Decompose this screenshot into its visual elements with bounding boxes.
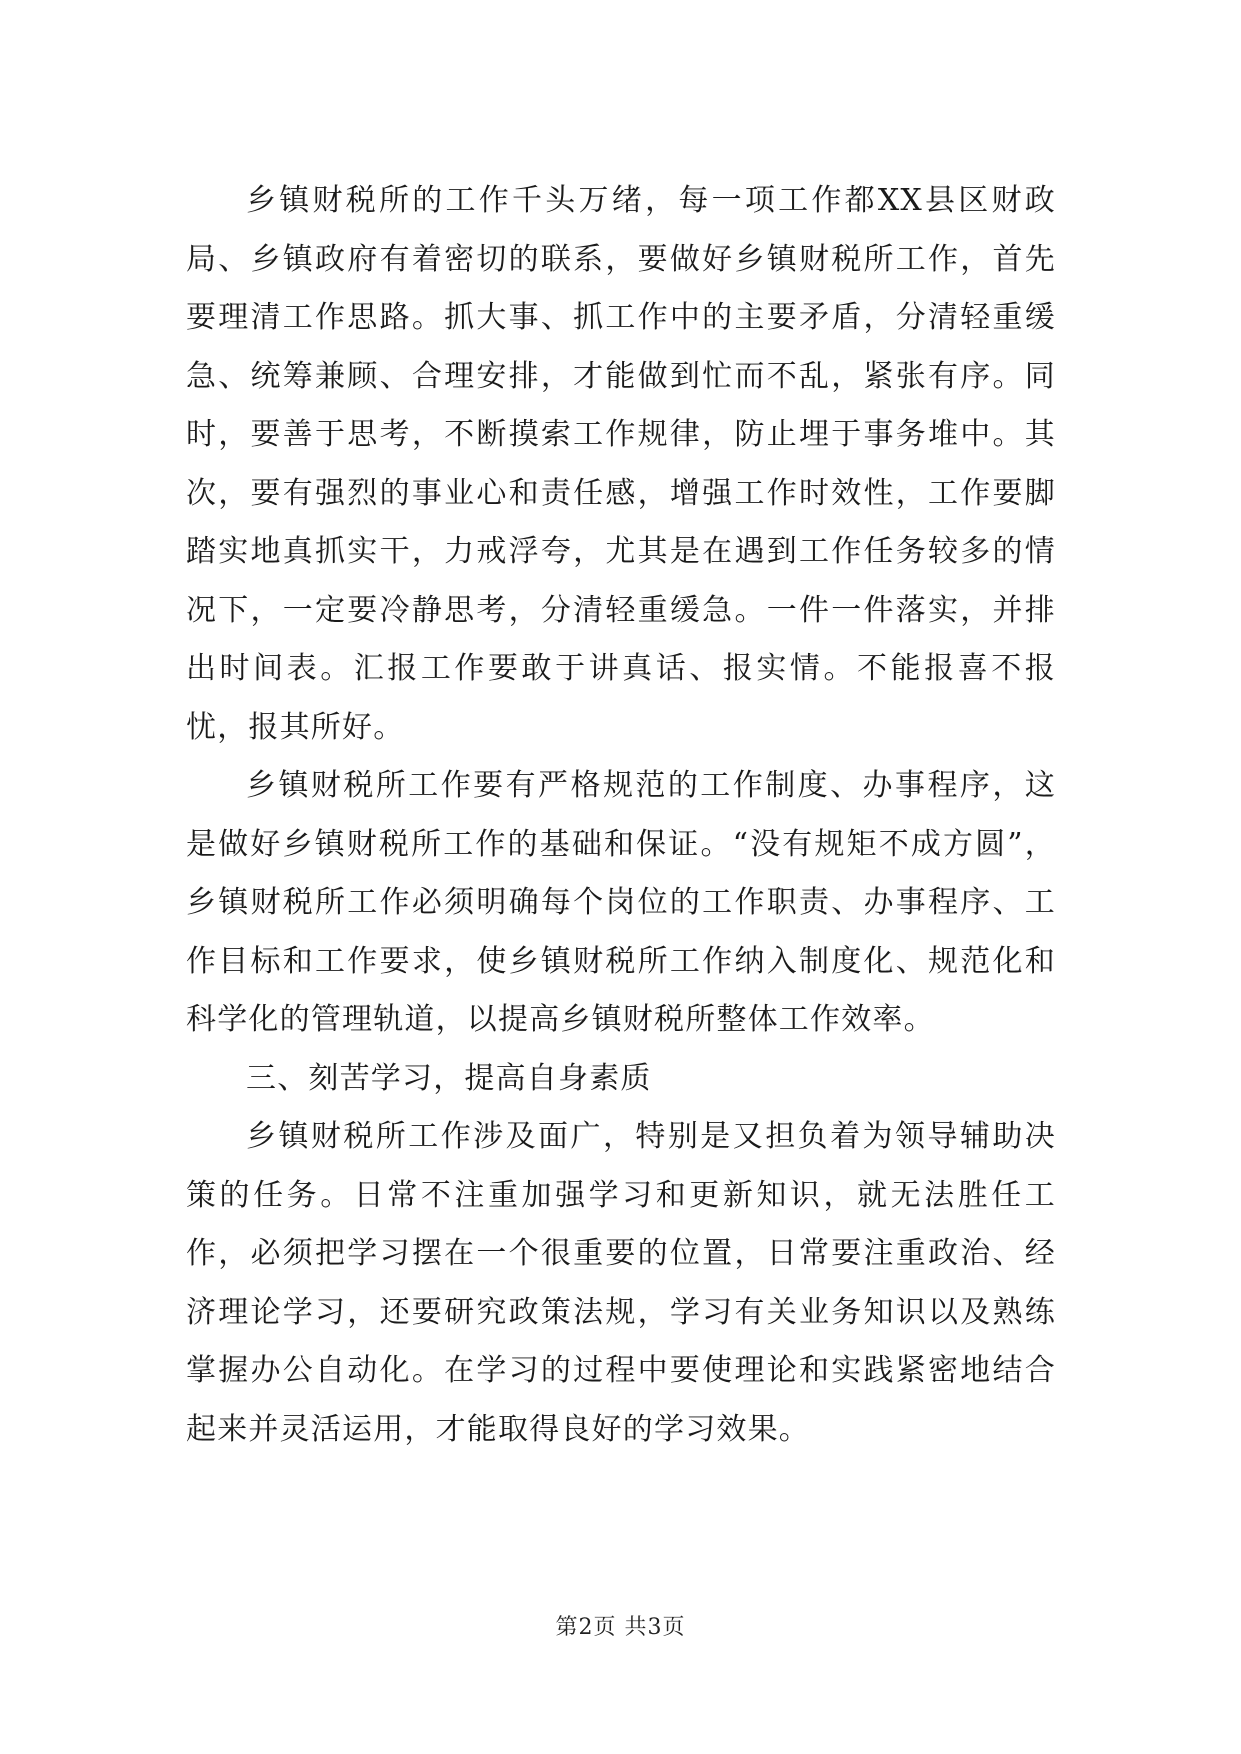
section-heading: 三、刻苦学习，提高自身素质 bbox=[246, 1060, 652, 1096]
paragraph-study: 乡镇财税所工作涉及面广，特别是又担负着为领导辅助决策的任务。日常不注重加强学习和更新知识，就无法胜任工作，必须把学习摆在一个很重要的位置，日常要注重政治、经济理论学习，还要研究政策法规，学习有关业务知识以及熟练掌握办公自动化。在学习的过程中要使理论和实践紧密地结合起来并灵活运用，才能取得良好的学习效果。 bbox=[186, 1119, 1056, 1447]
page-footer bbox=[0, 1610, 1241, 1641]
document-body bbox=[186, 172, 1056, 1459]
paragraph-work-approach: 乡镇财税所的工作千头万绪，每一项工作都XX县区财政局、乡镇政府有着密切的联系，要做好乡镇财税所工作，首先要理清工作思路。抓大事、抓工作中的主要矛盾，分清轻重缓急、统筹兼顾、合理安排，才能做到忙而不乱，紧张有序。同时，要善于思考，不断摸索工作规律，防止埋于事务堆中。其次，要有强烈的事业心和责任感，增强工作时效性，工作要脚踏实地真抓实干，力戒浮夸，尤其是在遇到工作任务较多的情况下，一定要冷静思考，分清轻重缓急。一件一件落实，并排出时间表。汇报工作要敢于讲真话、报实情。不能报喜不报忧，报其所好。 bbox=[186, 183, 1056, 745]
paragraph-work-rules: 乡镇财税所工作要有严格规范的工作制度、办事程序，这是做好乡镇财税所工作的基础和保证。“没有规矩不成方圆”，乡镇财税所工作必须明确每个岗位的工作职责、办事程序、工作目标和工作要求，使乡镇财税所工作纳入制度化、规范化和科学化的管理轨道，以提高乡镇财税所整体工作效率。 bbox=[186, 768, 1056, 1037]
page-number-label: 第2页 共3页 bbox=[555, 1615, 686, 1640]
